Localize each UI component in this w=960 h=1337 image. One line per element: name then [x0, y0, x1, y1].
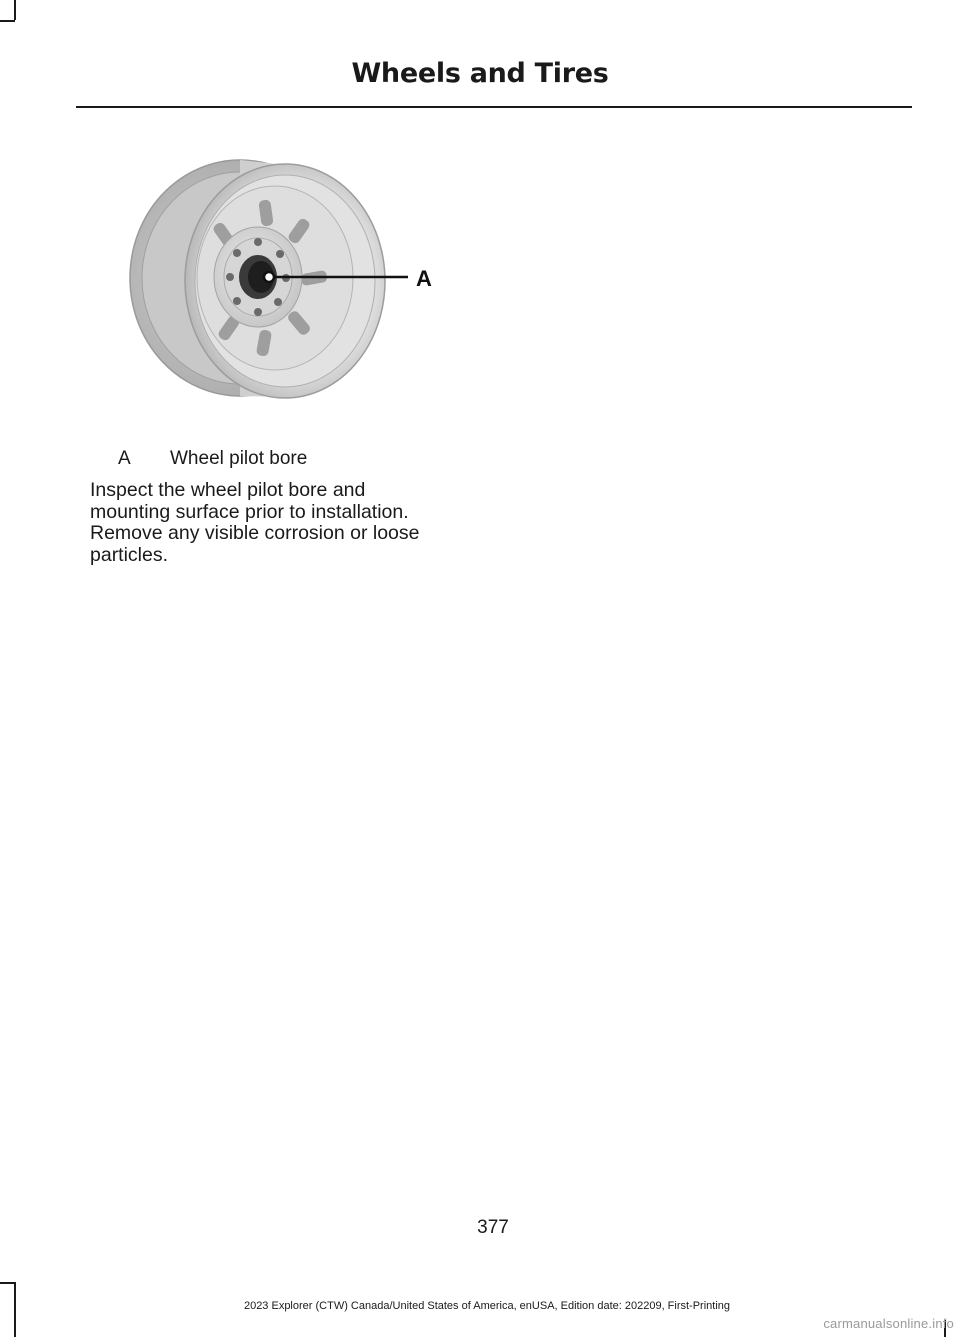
crop-mark-bottom-left-h	[0, 1282, 15, 1284]
legend-label: Wheel pilot bore	[170, 448, 308, 469]
wheel-figure	[110, 150, 460, 410]
watermark: carmanualsonline.info	[823, 1316, 954, 1331]
body-paragraph: Inspect the wheel pilot bore and mounting surface prior to installation. Remove any visible corrosion or loose particles.	[90, 479, 420, 566]
edition-line: 2023 Explorer (CTW) Canada/United States of America, enUSA, Edition date: 202209, First-Printing	[243, 1300, 731, 1312]
wheel-illustration-icon	[110, 150, 460, 410]
header-divider	[76, 106, 912, 108]
legend-key: A	[118, 448, 131, 469]
legend-item	[118, 448, 307, 470]
page-title: Wheels and Tires	[351, 58, 609, 89]
callout-label-a: A	[416, 266, 432, 291]
crop-mark-top-left-v	[14, 0, 16, 20]
page-number: 377	[477, 1217, 509, 1238]
crop-mark-top-left-h	[0, 20, 15, 22]
